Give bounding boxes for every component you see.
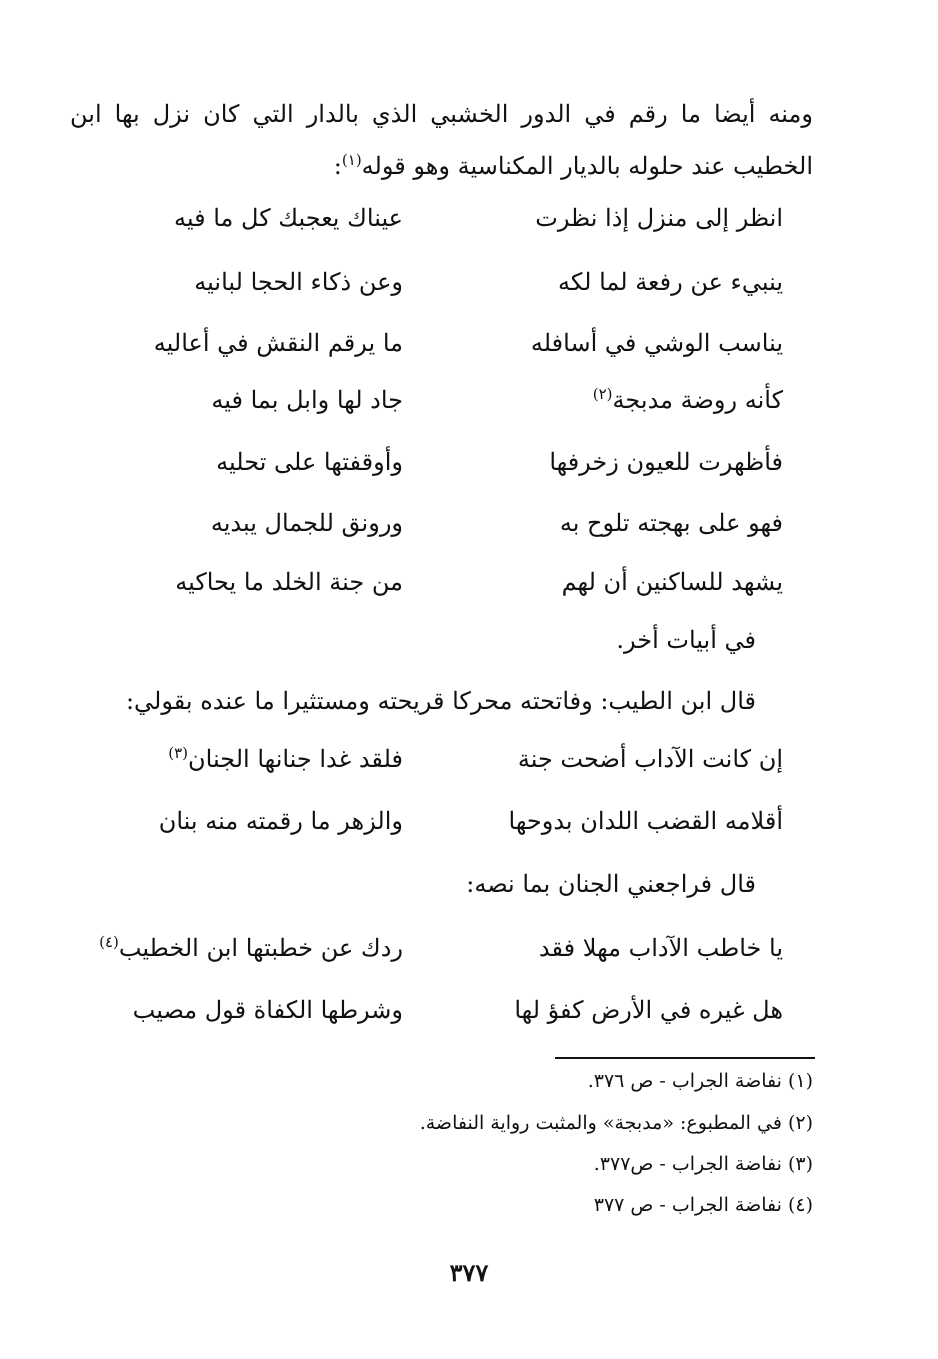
footnote-ref-1: (١) bbox=[341, 151, 362, 169]
verse-first-hemistich: أقلامه القضب اللدان بدوحها bbox=[508, 807, 783, 835]
intro-colon: : bbox=[333, 152, 342, 180]
verse-row bbox=[93, 442, 783, 482]
verse-first-hemistich: يا خاطب الآداب مهلا فقد bbox=[538, 934, 783, 962]
verse-row bbox=[93, 503, 783, 543]
verse-second-hemistich: عيناك يعجبك كل ما فيه bbox=[174, 204, 403, 232]
verse-row bbox=[93, 801, 783, 841]
footnote-ref-4: (٤) bbox=[99, 933, 119, 951]
verse-text: فلقد غدا جنانها الجنان bbox=[188, 745, 403, 773]
footnote-1: (١) نفاضة الجراب - ص ٣٧٦. bbox=[587, 1070, 813, 1092]
verse-text: كأنه روضة مدبجة bbox=[612, 386, 783, 414]
verse-second-hemistich: وأوقفتها على تحليه bbox=[216, 448, 403, 476]
footnote-2: (٢) في المطبوع: «مدبجة» والمثبت رواية النفاضة. bbox=[419, 1112, 813, 1134]
verse-second-hemistich bbox=[93, 739, 403, 779]
verse-second-hemistich: من جنة الخلد ما يحاكيه bbox=[175, 568, 403, 596]
verse-second-hemistich: ورونق للجمال يبديه bbox=[210, 509, 403, 537]
verse-first-hemistich: إن كانت الآداب أضحت جنة bbox=[517, 745, 783, 773]
page-number: ٣٧٧ bbox=[449, 1258, 489, 1287]
footnote-4: (٤) نفاضة الجراب - ص ٣٧٧ bbox=[593, 1194, 813, 1216]
footnote-ref-2: (٢) bbox=[592, 385, 613, 403]
verse-first-hemistich: فأظهرت للعيون زخرفها bbox=[549, 448, 783, 476]
footnote-ref-3: (٣) bbox=[168, 744, 189, 762]
verse-row bbox=[93, 739, 783, 779]
verse-second-hemistich: والزهر ما رقمته منه بنان bbox=[158, 807, 403, 835]
verse-row bbox=[93, 323, 783, 363]
verse-second-hemistich: وعن ذكاء الحجا لبانيه bbox=[194, 268, 403, 296]
verse-second-hemistich: وشرطها الكفاة قول مصيب bbox=[132, 996, 403, 1024]
footnote-3: (٣) نفاضة الجراب - ص٣٧٧. bbox=[593, 1153, 813, 1175]
verse-text: ردك عن خطبتها ابن الخطيب bbox=[118, 934, 403, 962]
verse-row bbox=[93, 562, 783, 602]
verse-first-hemistich: ينبيء عن رفعة لما لكه bbox=[558, 268, 783, 296]
verse-first-hemistich: انظر إلى منزل إذا نظرت bbox=[535, 204, 783, 232]
verse-first-hemistich: فهو على بهجته تلوح به bbox=[559, 509, 783, 537]
verse-second-hemistich bbox=[93, 928, 403, 968]
intro-text: ومنه أيضا ما رقم في الدور الخشبي الذي بالدار التي كان نزل بها ابن الخطيب عند حلوله بالديار المكناسية وهو قوله bbox=[70, 100, 813, 180]
footnote-divider bbox=[555, 1057, 815, 1059]
verse-first-hemistich: يناسب الوشي في أسافله bbox=[530, 329, 783, 357]
verse-second-hemistich: ما يرقم النقش في أعاليه bbox=[153, 329, 403, 357]
verse-row bbox=[93, 928, 783, 968]
verse-first-hemistich: هل غيره في الأرض كفؤ لها bbox=[514, 996, 783, 1024]
verse-row bbox=[93, 198, 783, 238]
more-verses-note: في أبيات أخر. bbox=[616, 626, 756, 654]
verse-first-hemistich: يشهد للساكنين أن لهم bbox=[561, 568, 783, 596]
verse-first-hemistich bbox=[483, 380, 783, 420]
verse-row bbox=[93, 262, 783, 302]
verse-second-hemistich: جاد لها وابل بما فيه bbox=[211, 386, 403, 414]
verse-row bbox=[93, 380, 783, 420]
ibn-tayyib-paragraph: قال ابن الطيب: وفاتحته محركا قريحته ومستثيرا ما عنده بقولي: bbox=[125, 687, 756, 715]
intro-paragraph bbox=[70, 88, 813, 192]
verse-row bbox=[93, 990, 783, 1030]
jinan-reply-paragraph: قال فراجعني الجنان بما نصه: bbox=[466, 870, 756, 898]
